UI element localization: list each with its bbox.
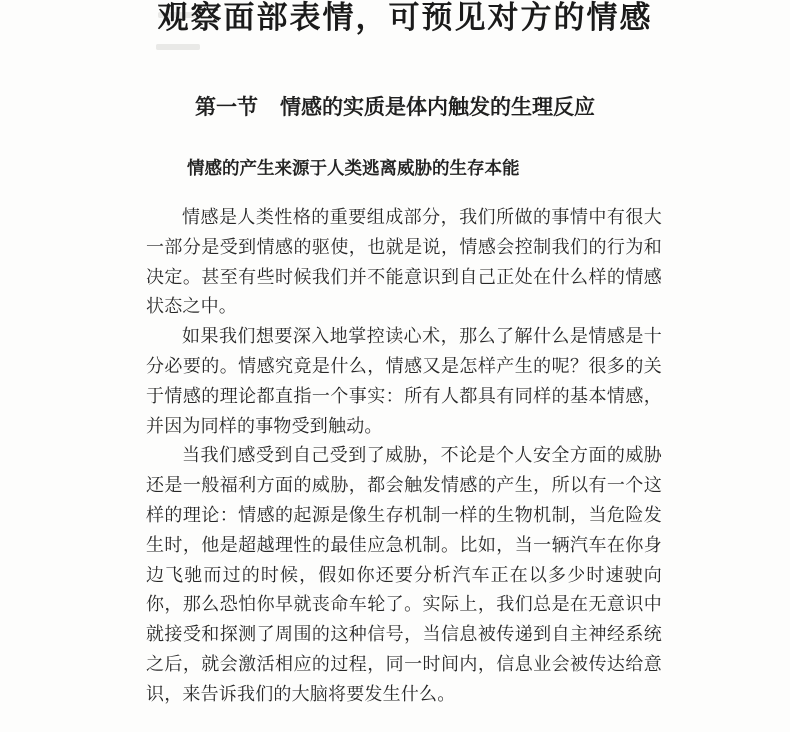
paragraph: 情感是人类性格的重要组成部分，我们所做的事情中有很大一部分是受到情感的驱使，也就是说，情感会控制我们的行为和决定。甚至有些时候我们并不能意识到自己正处在什么样的情感状态之中。 (146, 207, 662, 318)
section-number: 第一节 (195, 95, 258, 119)
section-title: 情感的实质是体内触发的生理反应 (280, 95, 595, 119)
section-heading (0, 93, 790, 121)
body-text (146, 203, 662, 710)
paragraph: 当我们感受到自己受到了威胁，不论是个人安全方面的威胁还是一般福利方面的威胁，都会触发情感的产生，所以有一个这样的理论：情感的起源是像生存机制一样的生物机制，当危险发生时，他是超越理性的最佳应急机制。比如，当一辆汽车在你身边飞驰而过的时候，假如你还要分析汽车正在以多少时速驶向你，那么恐怕你早就丧命车轮了。实际上，我们总是在无意识中就接受和探测了周围的这种信号，当信息被传递到自主神经系统之后，就会激活相应的过程，同一时间内，信息业会被传达给意识，来告诉我们的大脑将要发生什么。 (146, 445, 662, 705)
chapter-title-text: 观察面部表情，可预见对方的情感 (157, 0, 653, 36)
chapter-title (0, 0, 790, 36)
faded-mark-line (156, 44, 200, 50)
subsection-heading: 情感的产生来源于人类逃离威胁的生存本能 (187, 159, 520, 179)
paragraph: 如果我们想要深入地掌控读心术，那么了解什么是情感是十分必要的。情感究竟是什么，情感又是怎样产生的呢？很多的关于情感的理论都直指一个事实：所有人都具有同样的基本情感，并因为同样的事物受到触动。 (146, 326, 662, 437)
